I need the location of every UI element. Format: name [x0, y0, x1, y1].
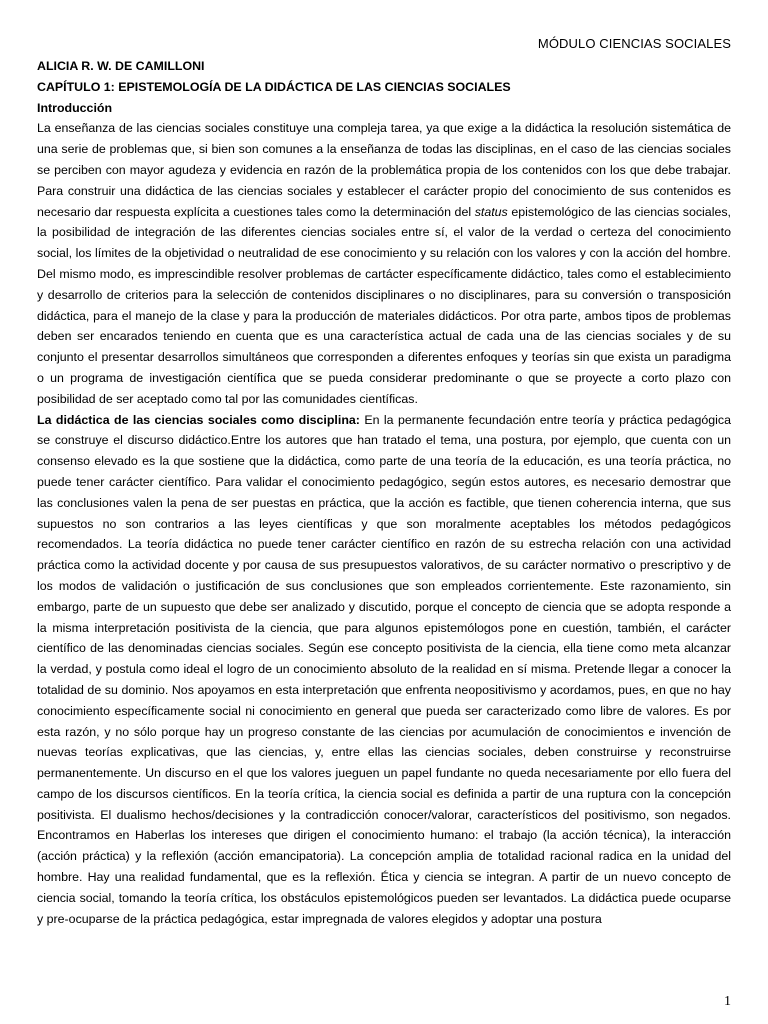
- author-name: ALICIA R. W. DE CAMILLONI: [37, 59, 205, 73]
- intro-paragraph: [37, 118, 731, 409]
- intro-text-part1: La enseñanza de las ciencias sociales constituye una compleja tarea, ya que exige a la didáctica la resolución sistemática de una serie de problemas que, si bien son comunes a la enseñanza de todas las disciplinas, en el caso de las ciencias sociales se perciben con mayor agudeza y evidencia en razón de la problemática propia de los contenidos con los que debe trabajar. Para construir una didáctica de las ciencias sociales y establecer el carácter propio del conocimiento de sus contenidos es necesario dar respuesta explícita a cuestiones tales como la determinación del: [37, 121, 731, 219]
- section2-text: En la permanente fecundación entre teoría y práctica pedagógica se construye el discurso didáctico.Entre los autores que han tratado el tema, una postura, por ejemplo, que cuenta con un consenso elevado es la que sostiene que la didáctica, como parte de una teoría de la educación, es una teoría práctica, no puede tener carácter científico. Para validar el conocimiento pedagógico, según estos autores, es necesario demostrar que las conclusiones valen la pena de ser puestas en práctica, que la acción es factible, que tienen coherencia interna, que sus supuestos no son contrarios a las leyes científicas y que son moralmente aceptables los métodos pedagógicos recomendados. La teoría didáctica no puede tener carácter científico en razón de su estrecha relación con una actividad práctica como la actividad docente y por causa de sus presupuestos valorativos, de su carácter normativo o prescriptivo y de los modos de validación o justificación de sus conclusiones que son empleados corrientemente. Este razonamiento, sin embargo, parte de un supuesto que debe ser analizado y discutido, porque el concepto de ciencia que se adopta responde a la misma interpretación positivista de la ciencia, que para algunos epistemólogos pone en cuestión, también, el carácter científico de las denominadas ciencias sociales. Según ese concepto positivista de la ciencia, ella tiene como meta alcanzar la verdad, y postula como ideal el logro de un conocimiento absoluto de la realidad en sí misma. Pretende llegar a conocer la totalidad de su dominio. Nos apoyamos en esta interpretación que enfrenta neopositivismo y acordamos, pues, en que no hay conocimiento específicamente social ni conocimiento en general que pueda ser caracterizado como libre de valores. Es por esta razón, y no sólo porque hay un progreso constante de las ciencias por acumulación de conocimientos e invención de nuevas teorías explicativas, que las ciencias, y, entre ellas las ciencias sociales, deben construirse y reconstruirse permanentemente. Un discurso en el que los valores jueguen un papel fundante no queda necesariamente por ello fuera del campo de los discursos científicos. En la teoría crítica, la ciencia social es definida a partir de una ruptura con la concepción positivista. El dualismo hechos/decisiones y la contradicción conocer/valorar, característicos del positivismo, son negados. Encontramos en Haberlas los intereses que dirigen el conocimiento humano: el trabajo (la acción técnica), la interacción (acción práctica) y la reflexión (acción emancipatoria). La concepción amplia de totalidad racional radica en la unidad del hombre. Hay una realidad fundamental, que es la reflexión. Ética y ciencia se integran. A partir de un nuevo concepto de ciencia social, tomando la teoría crítica, los obstáculos epistemológicos pueden ser levantados. La didáctica puede ocuparse y pre-ocuparse de la práctica pedagógica, estar impregnada de valores elegidos y adoptar una postura: [37, 412, 731, 926]
- document-body: [37, 56, 731, 929]
- intro-heading: Introducción: [37, 100, 113, 115]
- chapter-title: CAPÍTULO 1: EPISTEMOLOGÍA DE LA DIDÁCTICA DE LAS CIENCIAS SOCIALES: [37, 79, 511, 94]
- intro-text-italic: status: [474, 204, 508, 219]
- section2-paragraph: [37, 410, 731, 930]
- running-header: MÓDULO CIENCIAS SOCIALES: [537, 36, 731, 51]
- section2-heading: La didáctica de las ciencias sociales como disciplina:: [37, 412, 360, 427]
- page-number: 1: [724, 994, 731, 1009]
- intro-text-part2: epistemológico de las ciencias sociales, la posibilidad de integración de las diferentes ciencias sociales entre sí, el valor de la verdad o certeza del conocimiento social, los límites de la objetividad o neutralidad de ese conocimiento y su relación con los valores y con la acción del hombre. Del mismo modo, es imprescindible resolver problemas de cartácter específicamente didáctico, tales como el establecimiento y desarrollo de criterios para la selección de contenidos disciplinares o no disciplinares, para su conversión o transposición didáctica, para el manejo de la clase y para la producción de materiales didácticos. Por otra parte, ambos tipos de problemas deben ser encarados teniendo en cuenta que es una característica actual de cada una de las ciencias sociales y de su conjunto el presentar desarrollos simultáneos que corresponden a diferentes enfoques y teorías sin que exista un paradigma o un programa de investigación científica que se pueda considerar predominante o que se proyecte a corto plazo con posibilidad de ser aceptado como tal por las comunidades científicas.: [37, 204, 731, 406]
